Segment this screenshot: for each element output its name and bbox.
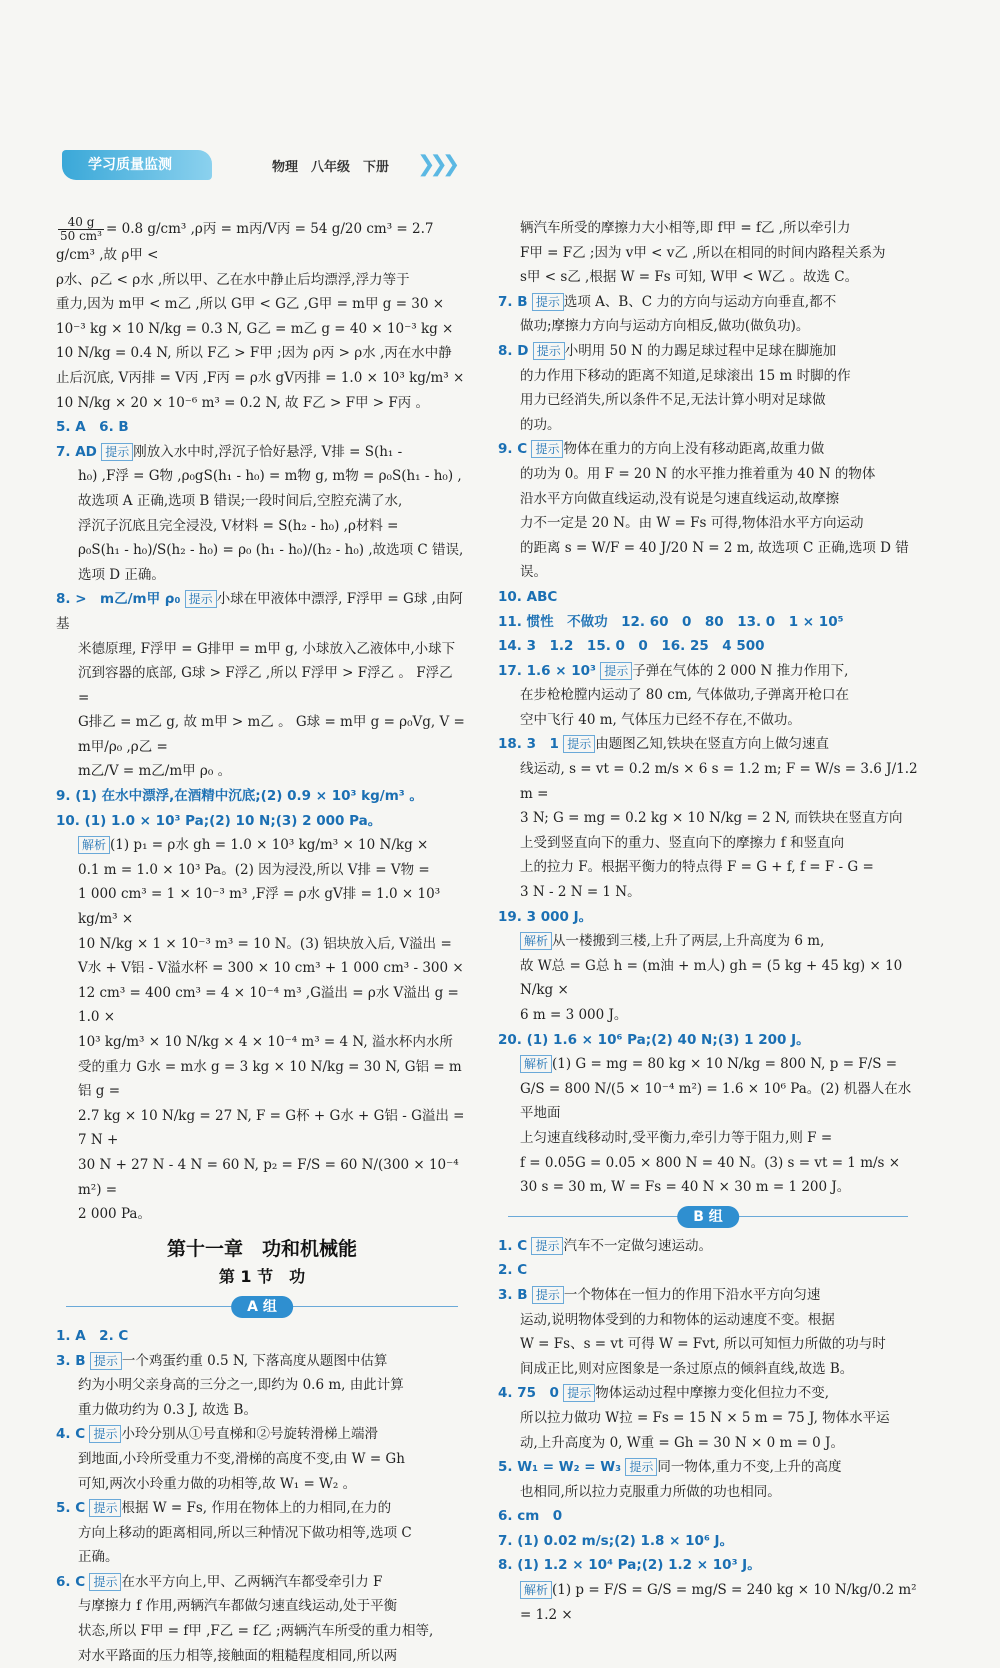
chevron-arrows-icon: ❯❯❯: [417, 152, 455, 177]
text-line: 一个物体在一恒力的作用下沿水平方向匀速: [563, 1286, 821, 1303]
text-line: ρ水、ρ乙 < ρ水 ,所以甲、乙在水中静止后均漂浮,浮力等于: [56, 271, 410, 288]
text-line: 动,上升高度为 0, W重 = Gh = 30 N × 0 m = 0 J。: [520, 1434, 844, 1451]
text-line: 约为小明父亲身高的三分之一,即约为 0.6 m, 由此计算: [78, 1377, 404, 1394]
text-line: 上受到竖直向下的重力、竖直向下的摩擦力 f 和竖直向: [520, 834, 845, 851]
answer-1: 1. C: [498, 1237, 528, 1254]
text-line: 物体在重力的方向上没有移动距离,故重力做: [563, 441, 825, 458]
text-line: 故选项 A 正确,选项 B 错误;一段时间后,空腔充满了水,: [78, 492, 403, 509]
text-line: 方向上移动的距离相同,所以三种情况下做功相等,选项 C: [78, 1524, 412, 1541]
group-a-divider: [56, 1294, 468, 1320]
text-line: f = 0.05G = 0.05 × 800 N = 40 N。(3) s = vt = 1 m/s ×: [520, 1154, 901, 1171]
text-line: 上的拉力 F。根据平衡力的特点得 F = G + f, f = F - G =: [520, 859, 874, 876]
text-line: 运动,说明物体受到的力和物体的运动速度不变。根据: [520, 1311, 835, 1328]
answer-14-16: 14. 3 1.2 15. 0 0 16. 25 4 500: [498, 638, 765, 655]
answer-11-13: 11. 惯性 不做功 12. 60 0 80 13. 0 1 × 10⁵: [498, 613, 844, 630]
hint-badge: 提示: [89, 1573, 121, 1591]
text-line: 米德原理, F浮甲 = G排甲 = m甲 g, 小球放入乙液体中,小球下: [78, 640, 456, 657]
fraction: $\frac{40 g}{\text{50 cm³}}$: [60, 215, 102, 243]
text-line: 2.7 kg × 10 N/kg = 27 N, F = G杯 + G水 + G铝 - G溢出 = 7 N +: [78, 1107, 465, 1149]
text-line: 汽车不一定做匀速运动。: [563, 1237, 712, 1254]
text-line: 30 N + 27 N - 4 N = 60 N, p₂ = F/S = 60 N/(300 × 10⁻⁴ m²) =: [78, 1156, 459, 1198]
text-line: 由题图乙知,铁块在竖直方向上做匀速直: [595, 736, 830, 753]
text-line: G排乙 = m乙 g, 故 m甲 > m乙 。 G球 = m甲 g = ρ₀Vg, V = m甲/ρ₀ ,ρ乙 =: [78, 714, 465, 755]
text-line: 的距离 s = W/F = 40 J/20 N = 2 m, 故选项 C 正确,选项 D 错误。: [520, 539, 909, 581]
text-line: 选项 A、B、C 力的方向与运动方向垂直,都不: [563, 293, 837, 310]
text-line: h₀) ,F浮 = G物 ,ρ₀gS(h₁ - h₀) = m物 g, m物 = ρ₀S(h₁ - h₀) ,: [78, 468, 462, 485]
text-line: 根据 W = Fs, 作用在物体上的力相同,在力的: [121, 1500, 392, 1517]
text-line: 做功;摩擦力方向与运动方向相反,做功(做负功)。: [520, 318, 810, 335]
text-line: 刚放入水中时,浮沉子恰好悬浮, V排 = S(h₁ -: [133, 443, 403, 460]
text-line: 沉到容器的底部, G球 > F浮乙 ,所以 F浮甲 > F浮乙 。 F浮乙 =: [78, 665, 453, 706]
text-line: s甲 < s乙 ,根据 W = Fs 可知, W甲 < W乙 。故选 C。: [520, 269, 859, 286]
text-line: 10³ kg/m³ × 10 N/kg × 4 × 10⁻⁴ m³ = 4 N, 溢水杯内水所: [78, 1034, 453, 1050]
text-line: 小玲分别从①号直梯和②号旋转滑梯上端滑: [121, 1426, 378, 1443]
answer-9: 9. C: [498, 441, 528, 458]
answer-7: 7. AD: [56, 443, 97, 460]
text-line: 的力作用下移动的距离不知道,足球滚出 15 m 时脚的作: [520, 367, 851, 384]
answer-1-2: 1. A 2. C: [56, 1327, 129, 1344]
text-line: 10 N/kg × 1 × 10⁻³ m³ = 10 N。(3) 铝块放入后, V溢出 =: [78, 935, 452, 952]
text-line: 受的重力 G水 = m水 g = 3 kg × 10 N/kg = 30 N, G铝 = m铝 g =: [78, 1058, 462, 1100]
text-line: (1) G = mg = 80 kg × 10 N/kg = 800 N, p = F/S =: [552, 1056, 898, 1073]
text-line: 止后沉底, V丙排 = V丙 ,F丙 = ρ水 gV丙排 = 1.0 × 10³ kg/m³ ×: [56, 369, 465, 386]
hint-badge: 提示: [563, 735, 595, 753]
answer-8: 8. D: [498, 342, 529, 359]
text-line: 可知,两次小玲重力做的功相等,故 W₁ = W₂ 。: [78, 1475, 357, 1492]
answer-3: 3. B: [498, 1286, 528, 1303]
text-line: 从一楼搬到三楼,上升了两层,上升高度为 6 m,: [552, 933, 825, 950]
text-line: 浮沉子沉底且完全浸没, V材料 = S(h₂ - h₀) ,ρ材料 =: [78, 517, 399, 534]
text-line: 小明用 50 N 的力踢足球过程中足球在脚施加: [564, 342, 837, 359]
text-line: 力不一定是 20 N。由 W = Fs 可得,物体沿水平方向运动: [520, 515, 864, 532]
text-line: W = Fs、s = vt 可得 W = Fvt, 所以可知恒力所做的功与时: [520, 1336, 886, 1353]
text-line: 1 000 cm³ = 1 × 10⁻³ m³ ,F浮 = ρ水 gV排 = 1.0 × 10³ kg/m³ ×: [78, 886, 441, 928]
group-b-label: B 组: [677, 1206, 739, 1228]
answer-6: 6. cm 0: [498, 1508, 563, 1525]
hint-badge: 提示: [533, 342, 565, 360]
hint-badge: 提示: [89, 1499, 121, 1517]
text-line: 在水平方向上,甲、乙两辆汽车都受牵引力 F: [121, 1573, 383, 1590]
answer-8: 8. > m乙/m甲 ρ₀: [56, 591, 181, 608]
text-line: 物体运动过程中摩擦力变化但拉力不变,: [595, 1385, 830, 1402]
text-line: 故 W总 = G总 h = (m油 + m人) gh = (5 kg + 45 kg) × 10 N/kg ×: [520, 957, 903, 999]
text-line: 重力,因为 m甲 < m乙 ,所以 G甲 < G乙 ,G甲 = m甲 g = 30 ×: [56, 296, 445, 313]
group-a-label: A 组: [231, 1296, 293, 1318]
analysis-badge: 解析: [520, 932, 552, 950]
section-title: 第 1 节 功: [218, 1267, 306, 1287]
answer-4: 4. 75 0: [498, 1385, 559, 1402]
hint-badge: 提示: [532, 293, 564, 311]
hint-badge: 提示: [531, 1237, 563, 1255]
text-line: 一个鸡蛋约重 0.5 N, 下落高度从题图中估算: [121, 1352, 388, 1369]
text-line: m乙/V = m乙/m甲 ρ₀ 。: [78, 763, 232, 780]
text-line: F甲 = F乙 ;因为 v甲 < v乙 ,所以在相同的时间内路程关系为: [520, 244, 886, 261]
hint-badge: 提示: [625, 1458, 657, 1476]
text-line: 用力已经消失,所以条件不足,无法计算小明对足球做: [520, 392, 826, 409]
text-line: 10 N/kg × 20 × 10⁻⁶ m³ = 0.2 N, 故 F乙 > F甲 > F丙 。: [56, 394, 429, 411]
text-line: 6 m = 3 000 J。: [520, 1007, 628, 1023]
analysis-badge: 解析: [520, 1055, 552, 1073]
text-line: (1) p = F/S = G/S = mg/S = 240 kg × 10 N/kg/0.2 m² = 1.2 ×: [520, 1582, 917, 1623]
answer-7: 7. B: [498, 293, 528, 310]
text-line: 同一物体,重力不变,上升的高度: [657, 1459, 842, 1476]
text-line: 重力做功约为 0.3 J, 故选 B。: [78, 1401, 257, 1418]
text-line: V水 + V铝 - V溢水杯 = 300 × 10 cm³ + 1 000 cm³ - 300 ×: [78, 960, 464, 977]
text-line: 间成正比,则对应图象是一条过原点的倾斜直线,故选 B。: [520, 1360, 854, 1377]
hint-badge: 提示: [90, 1352, 122, 1370]
text-line: 3 N; G = mg = 0.2 kg × 10 N/kg = 2 N, 而铁块在竖直方向: [520, 810, 903, 827]
series-tag: 学习质量监测: [62, 150, 212, 180]
subject-label: 物理 八年级 下册: [272, 160, 390, 175]
hint-badge: 提示: [89, 1425, 121, 1443]
text-line: 2 000 Pa。: [78, 1206, 151, 1223]
answer-9: 9. (1) 在水中漂浮,在酒精中沉底;(2) 0.9 × 10³ kg/m³ 。: [56, 788, 423, 805]
text-line: 30 s = 30 m, W = Fs = 40 N × 30 m = 1 200 J。: [520, 1179, 851, 1196]
hint-badge: 提示: [185, 590, 217, 608]
answer-18: 18. 3 1: [498, 736, 559, 753]
text-line: 上匀速直线移动时,受平衡力,牵引力等于阻力,则 F =: [520, 1129, 833, 1146]
answer-2: 2. C: [498, 1262, 528, 1279]
right-column: [498, 216, 918, 1627]
answer-3: 3. B: [56, 1352, 86, 1369]
chapter-title: 第十一章 功和机械能: [166, 1237, 357, 1260]
answer-10: 10. (1) 1.0 × 10³ Pa;(2) 10 N;(3) 2 000 Pa。: [56, 812, 382, 829]
text-line: (1) p₁ = ρ水 gh = 1.0 × 10³ kg/m³ × 10 N/kg ×: [110, 837, 429, 854]
text-line: 对水平路面的压力相等,接触面的粗糙程度相同,所以两: [78, 1647, 398, 1664]
answer-20: 20. (1) 1.6 × 10⁶ Pa;(2) 40 N;(3) 1 200 J。: [498, 1031, 810, 1048]
text-line: 到地面,小玲所受重力不变,滑梯的高度不变,由 W = Gh: [78, 1450, 405, 1467]
text-line: = 0.8 g/cm³ ,ρ丙 = m丙/V丙 = 54 g/20 cm³ = 2.7 g/cm³ ,故 ρ甲 <: [56, 221, 434, 263]
text-line: 小球在甲液体中漂浮, F浮甲 = G球 ,由阿基: [56, 591, 463, 632]
text-line: 在步枪枪膛内运动了 80 cm, 气体做功,子弹离开枪口在: [520, 687, 849, 704]
answer-5: 5. C: [56, 1500, 86, 1517]
text-line: 12 cm³ = 400 cm³ = 4 × 10⁻⁴ m³ ,G溢出 = ρ水 V溢出 g = 1.0 ×: [78, 984, 459, 1026]
hint-badge: 提示: [101, 443, 133, 461]
hint-badge: 提示: [531, 440, 563, 458]
text-line: 与摩擦力 f 作用,两辆汽车都做匀速直线运动,处于平衡: [78, 1598, 398, 1615]
text-line: 10 N/kg = 0.4 N, 所以 F乙 > F甲 ;因为 ρ丙 > ρ水 ,丙在水中静: [56, 345, 452, 362]
text-line: G/S = 800 N/(5 × 10⁻⁴ m²) = 1.6 × 10⁶ Pa。(2) 机器人在水平地面: [520, 1080, 912, 1122]
text-line: 辆汽车所受的摩擦力大小相等,即 f甲 = f乙 ,所以牵引力: [520, 220, 851, 236]
text-line: 状态,所以 F甲 = f甲 ,F乙 = f乙 ;两辆汽车所受的重力相等,: [78, 1623, 434, 1640]
text-line: 正确。: [78, 1549, 119, 1566]
text-line: 线运动, s = vt = 0.2 m/s × 6 s = 1.2 m; F = W/s = 3.6 J/1.2 m =: [520, 761, 918, 802]
page-header: [62, 148, 482, 184]
text-line: 沿水平方向做直线运动,没有说是匀速直线运动,故摩擦: [520, 490, 840, 507]
group-b-divider: [498, 1204, 918, 1230]
answer-7: 7. (1) 0.02 m/s;(2) 1.8 × 10⁶ J。: [498, 1532, 734, 1549]
text-line: 10⁻³ kg × 10 N/kg = 0.3 N, G乙 = m乙 g = 40 × 10⁻³ kg ×: [56, 320, 454, 337]
text-line: 3 N - 2 N = 1 N。: [520, 884, 641, 901]
text-line: 所以拉力做功 W拉 = Fs = 15 N × 5 m = 75 J, 物体水平运: [520, 1409, 890, 1426]
answer-4: 4. C: [56, 1426, 86, 1443]
answer-19: 19. 3 000 J。: [498, 908, 593, 925]
text-line: ρ₀S(h₁ - h₀)/S(h₂ - h₀) = ρ₀ (h₁ - h₀)/(h₂ - h₀) ,故选项 C 错误,选项 D 正确。: [78, 542, 464, 583]
answer-5: 5. W₁ = W₂ = W₃: [498, 1459, 622, 1476]
hint-badge: 提示: [532, 1286, 564, 1304]
answer-17: 17. 1.6 × 10³: [498, 662, 596, 679]
text-line: 也相同,所以拉力克服重力所做的功也相同。: [520, 1483, 781, 1500]
text-line: 0.1 m = 1.0 × 10³ Pa。(2) 因为浸没,所以 V排 = V物 =: [78, 861, 430, 878]
answer-6: 6. C: [56, 1573, 86, 1590]
answer-8: 8. (1) 1.2 × 10⁴ Pa;(2) 1.2 × 10³ J。: [498, 1557, 761, 1574]
analysis-badge: 解析: [520, 1581, 552, 1599]
text-line: 的功为 0。用 F = 20 N 的水平推力推着重为 40 N 的物体: [520, 465, 876, 482]
hint-badge: 提示: [600, 662, 632, 680]
text-line: 空中飞行 40 m, 气体压力已经不存在,不做功。: [520, 711, 801, 728]
answer-10: 10. ABC: [498, 588, 558, 605]
analysis-badge: 解析: [78, 836, 110, 854]
hint-badge: 提示: [563, 1384, 595, 1402]
text-line: 的功。: [520, 416, 561, 433]
left-column: [56, 216, 468, 1668]
answer-5-6: 5. A 6. B: [56, 419, 129, 436]
text-line: 子弹在气体的 2 000 N 推力作用下,: [632, 662, 849, 679]
